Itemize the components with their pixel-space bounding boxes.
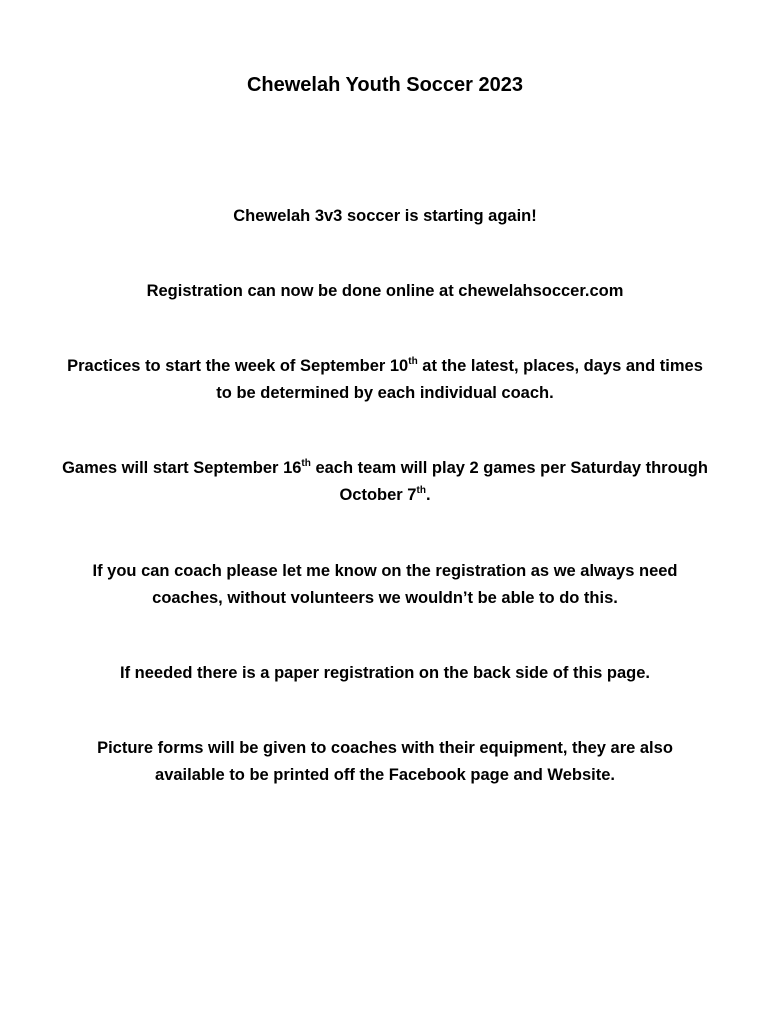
ordinal-suffix: th [408,356,418,367]
practices-paragraph [60,353,710,407]
games-paragraph [60,455,710,509]
games-text-start: Games will start September 16 [62,459,302,477]
page-title: Chewelah Youth Soccer 2023 [246,74,524,96]
games-text-end: . [425,486,431,504]
intro-paragraph: Chewelah 3v3 soccer is starting again! [233,207,537,225]
ordinal-suffix: th [301,458,311,469]
ordinal-suffix: th [416,485,426,496]
coach-paragraph: If you can coach please let me know on the registration as we always need coaches, without volunteers we wouldn’t be able to do this. [92,562,678,607]
practices-text-start: Practices to start the week of September 10 [67,357,409,375]
registration-paragraph: Registration can now be done online at chewelahsoccer.com [146,282,624,300]
picture-forms-paragraph: Picture forms will be given to coaches with their equipment, they are also available to be printed off the Facebook page and Website. [97,739,673,784]
games-text-middle: each team will play 2 games per Saturday through October 7 [310,459,708,504]
practices-text-end: at the latest, places, days and times to be determined by each individual coach. [216,357,703,402]
paper-registration-paragraph: If needed there is a paper registration on the back side of this page. [120,664,650,682]
